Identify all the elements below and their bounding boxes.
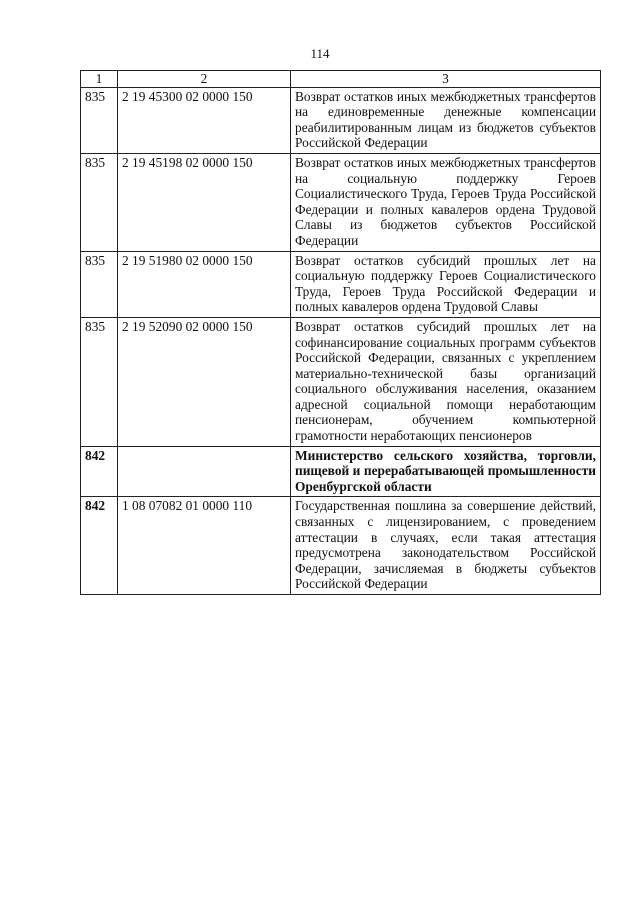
table-row	[81, 251, 601, 317]
table-row	[81, 317, 601, 446]
budget-classification-table	[80, 70, 601, 595]
description-cell: Возврат остатков субсидий прошлых лет на софинансирование социальных программ субъектов Российской Федерации, связанных с укреплением материально-технической базы организаций социального обслуживания населения, оказанием адресной социальной помощи неработающим пенсионерам, обучением компьютерной грамотности неработающих пенсионеров	[291, 317, 601, 446]
admin-code-cell: 835	[81, 317, 118, 446]
table-row	[81, 87, 601, 153]
admin-code-cell: 842	[81, 497, 118, 595]
column-header-1: 1	[81, 71, 118, 88]
budget-code-cell	[118, 446, 291, 497]
budget-code-cell: 2 19 45300 02 0000 150	[118, 87, 291, 153]
budget-code-cell: 2 19 45198 02 0000 150	[118, 153, 291, 251]
table-row	[81, 153, 601, 251]
column-header-3: 3	[291, 71, 601, 88]
column-header-2: 2	[118, 71, 291, 88]
ministry-name-cell: Министерство сельского хозяйства, торговли, пищевой и перерабатывающей промышленности Оренбургской области	[291, 446, 601, 497]
admin-code-cell: 835	[81, 87, 118, 153]
budget-code-cell: 2 19 52090 02 0000 150	[118, 317, 291, 446]
description-cell: Возврат остатков субсидий прошлых лет на социальную поддержку Героев Социалистического Труда, Героев Труда Российской Федерации и полных кавалеров ордена Трудовой Славы	[291, 251, 601, 317]
table-row-section-heading	[81, 446, 601, 497]
description-cell: Государственная пошлина за совершение действий, связанных с лицензированием, с проведением аттестации в случаях, если такая аттестация предусмотрена законодательством Российской Федерации, зачисляемая в бюджеты субъектов Российской Федерации	[291, 497, 601, 595]
page-number: 114	[310, 46, 330, 61]
budget-code-cell: 1 08 07082 01 0000 110	[118, 497, 291, 595]
budget-code-cell: 2 19 51980 02 0000 150	[118, 251, 291, 317]
admin-code-cell: 835	[81, 153, 118, 251]
description-cell: Возврат остатков иных межбюджетных трансфертов на социальную поддержку Героев Социалистического Труда, Героев Труда Российской Федерации и полных кавалеров ордена Трудовой Славы из бюджетов субъектов Российской Федерации	[291, 153, 601, 251]
admin-code-cell: 842	[81, 446, 118, 497]
admin-code-cell: 835	[81, 251, 118, 317]
description-cell: Возврат остатков иных межбюджетных трансфертов на единовременные денежные компенсации реабилитированным лицам из бюджетов субъектов Российской Федерации	[291, 87, 601, 153]
table-header-row	[81, 71, 601, 88]
table-row	[81, 497, 601, 595]
